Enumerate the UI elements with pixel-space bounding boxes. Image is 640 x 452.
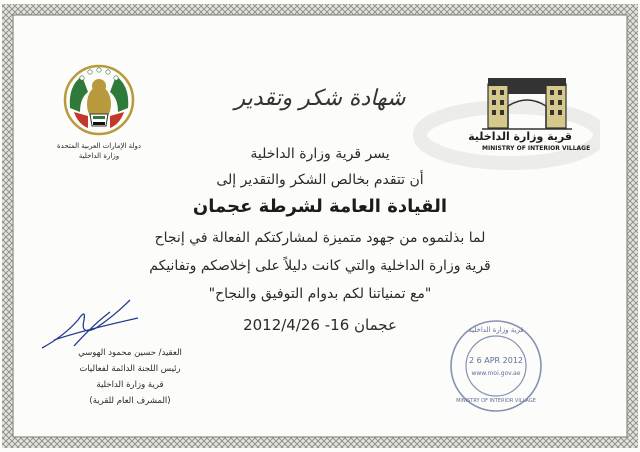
eagle-emblem-icon: [60, 60, 138, 144]
stamp-date: 2 6 APR 2012: [468, 356, 524, 365]
stamp-top-text: قرية وزارة الداخلية: [468, 326, 524, 334]
signatory-role-3: (المشرف العام للقرية): [89, 396, 171, 406]
date-line: عجمان 16- 2012/4/26: [243, 316, 397, 334]
emblem-caption-country: دولة الإمارات العربية المتحدة: [56, 142, 142, 150]
official-stamp: [448, 318, 544, 414]
signatory-role-2: قرية وزارة الداخلية: [96, 380, 164, 390]
moi-village-logo: [468, 76, 591, 154]
signatory-name: العقيد/ حسين محمود الهوسي: [78, 348, 182, 358]
village-logo-english: MINISTRY OF INTERIOR VILLAGE: [482, 145, 591, 152]
stamp-bottom-text: MINISTRY OF INTERIOR VILLAGE: [456, 398, 536, 404]
body-line-2: قرية وزارة الداخلية والتي كانت دليلاً على إخلاصكم وتفانيكم: [149, 258, 491, 274]
intro-line-1: يسر قرية وزارة الداخلية: [250, 146, 390, 162]
recipient-name: القيادة العامة لشرطة عجمان: [192, 196, 448, 217]
village-gate-icon: [482, 76, 572, 132]
body-line-1: لما بذلتموه من جهود متميزة لمشاركتكم الفعالة في إنجاح: [154, 230, 486, 246]
village-logo-arabic: قرية وزارة الداخلية: [468, 130, 572, 143]
signatory-role-1: رئيس اللجنة الدائمة لفعاليات: [79, 364, 181, 374]
wish-line: "مع تمنياتنا لكم بدوام التوفيق والنجاح": [208, 286, 432, 302]
emblem-caption-ministry: وزارة الداخلية: [78, 152, 120, 160]
intro-line-2: أن تتقدم بخالص الشكر والتقدير إلى: [216, 172, 424, 188]
stamp-url: www.moi.gov.ae: [471, 370, 521, 377]
certificate-title: شهادة شكر وتقدير: [234, 86, 406, 111]
moi-emblem-logo: [56, 60, 142, 164]
